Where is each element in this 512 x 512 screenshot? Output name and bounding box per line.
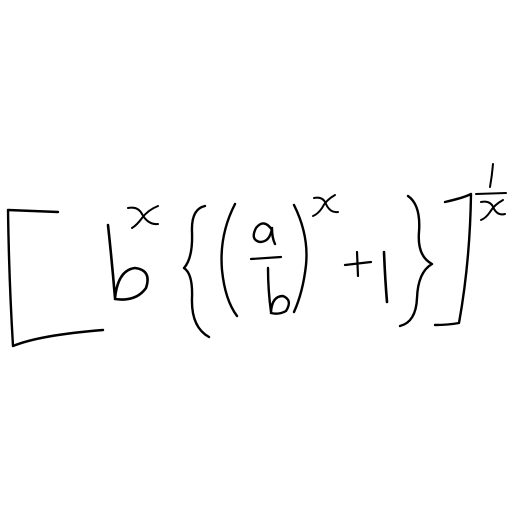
glyph-a-numerator [254,223,275,244]
glyph-b-exponent-x [128,206,158,228]
right-curly-brace [400,196,432,326]
outer-left-bracket [8,210,103,346]
right-parenthesis [294,205,307,312]
outer-right-bracket [435,194,471,325]
left-parenthesis [222,204,237,316]
glyph-b [108,225,148,300]
glyph-paren-exponent-x [313,195,338,216]
outer-exponent-denominator-x [481,200,505,220]
glyph-b-denominator [268,268,289,314]
digit-one [384,252,387,302]
outer-exponent-numerator-one [490,164,493,187]
fraction-bar [251,257,281,259]
outer-exponent-fraction-bar [476,193,506,194]
plus-sign [345,252,371,276]
left-curly-brace [184,206,209,337]
